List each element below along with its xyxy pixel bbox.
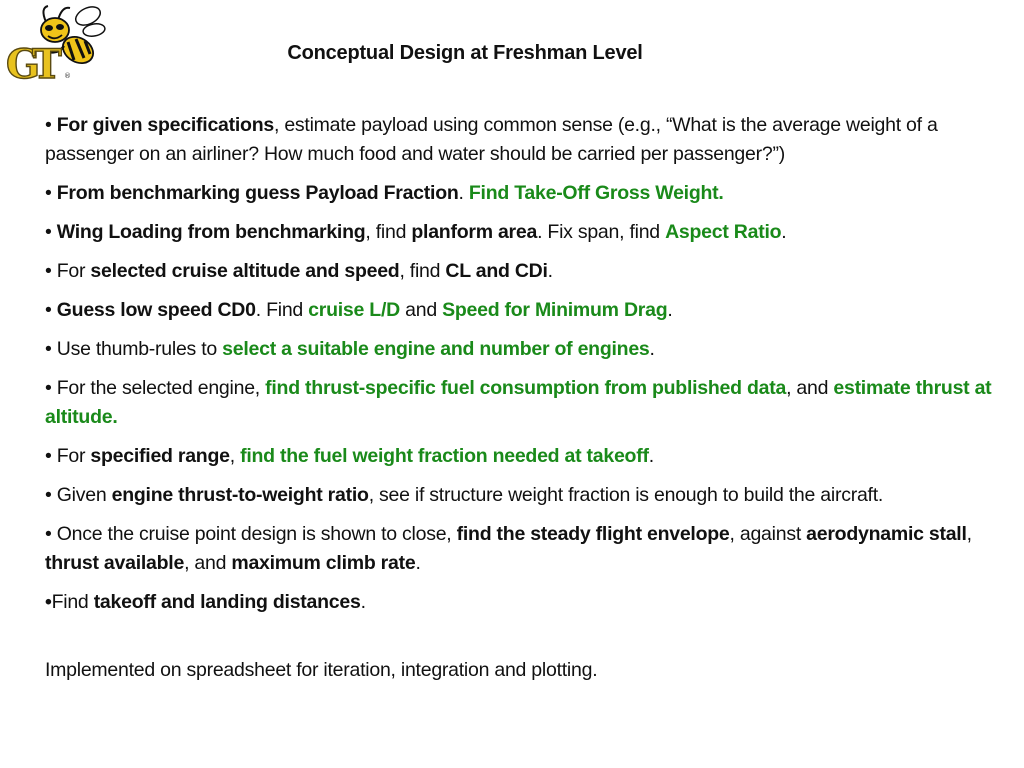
body-text: . xyxy=(415,552,421,574)
bold-text: maximum climb rate xyxy=(231,552,416,574)
bullet-item xyxy=(45,520,1005,578)
bold-text: planform area xyxy=(411,221,538,243)
body-text: . xyxy=(360,591,366,613)
svg-text:T: T xyxy=(32,41,62,84)
bold-text: CL and CDi xyxy=(445,260,548,282)
highlight-text: cruise L/D xyxy=(308,299,400,321)
body-text: , xyxy=(229,445,241,467)
svg-text:G: G xyxy=(6,41,41,84)
bullet-item xyxy=(45,218,1005,247)
bold-text: thrust available xyxy=(45,552,185,574)
spacer xyxy=(45,627,1005,656)
body-text: • xyxy=(45,114,57,136)
body-text: and xyxy=(399,299,443,321)
body-text: • Once the cruise point design is shown to close, xyxy=(45,523,457,545)
body-text: . Fix span, find xyxy=(537,221,666,243)
svg-text:®: ® xyxy=(64,72,71,80)
bullet-item xyxy=(45,111,1005,169)
body-text: . xyxy=(649,338,655,360)
body-text: , find xyxy=(399,260,446,282)
body-text: • xyxy=(45,299,57,321)
bold-text: engine thrust-to-weight ratio xyxy=(111,484,369,506)
highlight-text: Speed for Minimum Drag xyxy=(442,299,668,321)
bullet-list xyxy=(45,111,1005,695)
bold-text: • xyxy=(45,591,52,613)
body-text: . xyxy=(547,260,553,282)
bold-text: From benchmarking guess Payload Fraction xyxy=(56,182,459,204)
bullet-item xyxy=(45,442,1005,471)
body-text: , find xyxy=(365,221,412,243)
body-text: , against xyxy=(729,523,807,545)
bullet-item xyxy=(45,179,1005,208)
body-text: , estimate payload using common sense (e.g., “What is the average weight of a passenger on an airliner? How much food and water should be carried per passenger?”) xyxy=(45,114,938,165)
highlight-text: Aspect Ratio xyxy=(665,221,782,243)
body-text: . Find xyxy=(255,299,309,321)
highlight-text: Find Take-Off Gross Weight. xyxy=(468,182,724,204)
bold-text: aerodynamic stall xyxy=(806,523,967,545)
body-text: Find xyxy=(51,591,94,613)
bold-text: Wing Loading from benchmarking xyxy=(56,221,366,243)
bold-text: takeoff and landing distances xyxy=(93,591,361,613)
bullet-item xyxy=(45,588,1005,617)
body-text: , xyxy=(966,523,972,545)
bold-text: For given specifications xyxy=(56,114,274,136)
bullet-item xyxy=(45,296,1005,325)
bold-text: selected cruise altitude and speed xyxy=(90,260,400,282)
body-text: • Given xyxy=(45,484,112,506)
bullet-item xyxy=(45,257,1005,286)
highlight-text: find thrust-specific fuel consumption from published data xyxy=(265,377,787,399)
highlight-text: estimate thrust at altitude. xyxy=(45,377,992,428)
footer-note: Implemented on spreadsheet for iteration, integration and plotting. xyxy=(45,659,598,681)
body-text: • For xyxy=(45,260,91,282)
bullet-item xyxy=(45,374,1005,432)
bold-text: specified range xyxy=(90,445,230,467)
body-text: • For xyxy=(45,445,91,467)
body-text: , see if structure weight fraction is enough to build the aircraft. xyxy=(368,484,884,506)
body-text: , and xyxy=(184,552,232,574)
bold-text: find the steady flight envelope xyxy=(456,523,730,545)
bold-text: Guess low speed CD0 xyxy=(56,299,256,321)
highlight-text: select a suitable engine and number of engines xyxy=(222,338,650,360)
body-text: . xyxy=(648,445,654,467)
body-text: . xyxy=(781,221,787,243)
highlight-text: find the fuel weight fraction needed at takeoff xyxy=(240,445,649,467)
body-text: • xyxy=(45,221,57,243)
bullet-item xyxy=(45,481,1005,510)
body-text: , and xyxy=(786,377,834,399)
body-text: • Use thumb-rules to xyxy=(45,338,223,360)
body-text: . xyxy=(458,182,469,204)
body-text: • xyxy=(45,182,57,204)
page-title: Conceptual Design at Freshman Level xyxy=(287,42,643,64)
body-text: . xyxy=(667,299,673,321)
body-text: • For the selected engine, xyxy=(45,377,266,399)
bullet-item xyxy=(45,335,1005,364)
